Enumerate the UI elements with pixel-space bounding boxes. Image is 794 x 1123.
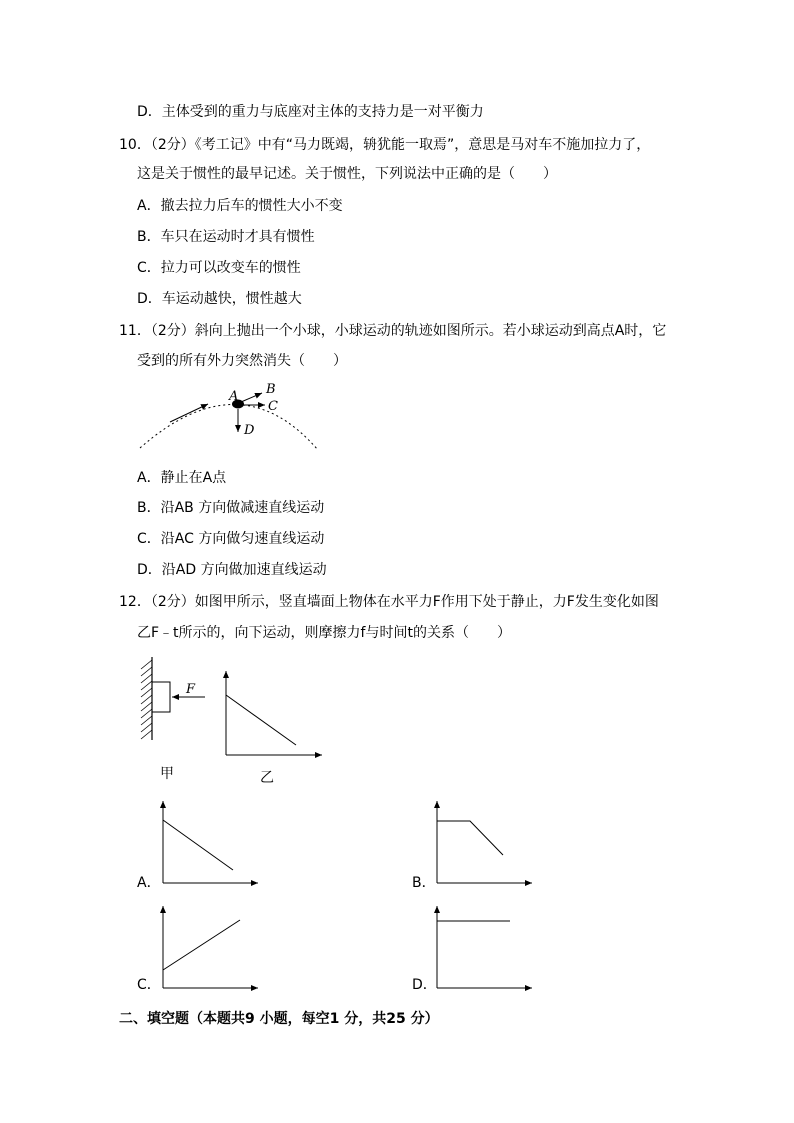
force-label: F: [186, 682, 196, 697]
q12-stem-line2: 乙F﹣t所示的，向下运动，则摩擦力f与时间t的关系（ ）: [137, 625, 511, 641]
wall-hatching: [141, 660, 152, 739]
yi-curve: [226, 695, 296, 745]
label-a: A: [229, 389, 239, 404]
q11-stem-line1: 11．（2分）斜向上抛出一个小球，小球运动的轨迹如图所示。若小球运动到高点A时，它: [119, 323, 667, 339]
q10-option-b: B．车只在运动时才具有惯性: [137, 229, 315, 245]
figure-yi: [226, 671, 322, 755]
q9-option-d: D．主体受到的重力与底座对主体的支持力是一对平衡力: [137, 104, 484, 120]
q11-stem-line2: 受到的所有外力突然消失（ ）: [137, 353, 347, 369]
q11-option-b: B．沿AB 方向做减速直线运动: [137, 500, 325, 516]
graph-c: [163, 906, 258, 988]
q10-stem-line1: 10．（2分）《考工记》中有“马力既竭，辀犹能一取焉”，意思是马对车不施加拉力了，: [119, 137, 651, 153]
label-c: C: [268, 399, 278, 414]
q12-option-d-label: D．: [412, 977, 437, 993]
q10-option-c: C．拉力可以改变车的惯性: [137, 260, 301, 276]
caption-jia: 甲: [160, 766, 174, 782]
q12-option-a-label: A．: [137, 875, 161, 891]
label-d: D: [244, 423, 255, 438]
section-2-heading: 二、填空题（本题共9 小题，每空1 分，共25 分）: [119, 1011, 439, 1027]
graph-d: [437, 906, 532, 988]
caption-yi: 乙: [260, 770, 274, 786]
q11-option-a: A．静止在A点: [137, 470, 227, 486]
q11-option-c: C．沿AC 方向做匀速直线运动: [137, 531, 325, 547]
q10-option-d: D．车运动越快，惯性越大: [137, 291, 302, 307]
q10-stem-line2: 这是关于惯性的最早记述。关于惯性，下列说法中正确的是（ ）: [137, 166, 557, 182]
label-b: B: [266, 382, 276, 397]
q10-option-a: A．撤去拉力后车的惯性大小不变: [137, 198, 343, 214]
graph-a: [163, 801, 258, 883]
q12-stem-line1: 12．（2分）如图甲所示，竖直墙面上物体在水平力F作用下处于静止，力F发生变化如图: [119, 594, 659, 610]
q11-option-d: D．沿AD 方向做加速直线运动: [137, 562, 327, 578]
q12-option-b-label: B．: [412, 875, 436, 891]
q12-option-c-label: C．: [137, 977, 161, 993]
block: [152, 682, 170, 712]
graph-b: [437, 801, 532, 883]
figure-jia: [141, 657, 205, 740]
